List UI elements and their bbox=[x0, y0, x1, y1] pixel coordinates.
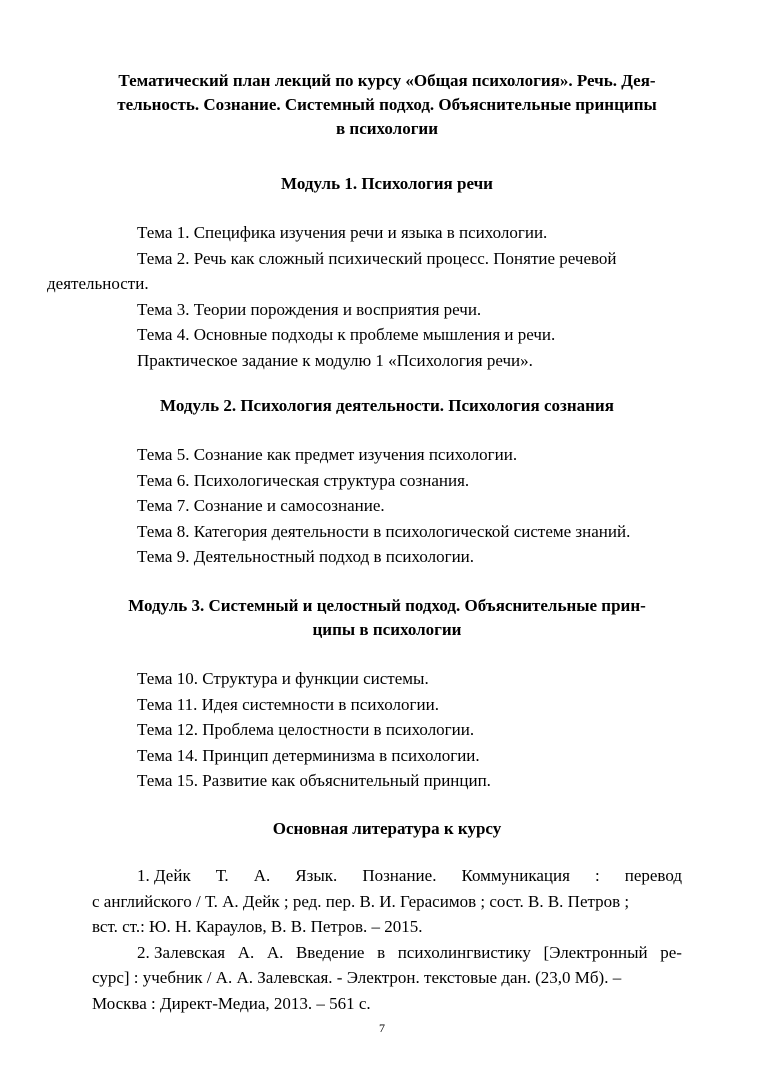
topic-item: Тема 7. Сознание и самосознание. bbox=[137, 496, 385, 515]
topic-item: Тема 2. Речь как сложный психический процесс. Понятие речевой деятельности. bbox=[47, 248, 617, 293]
topic-item: Тема 14. Принцип детерминизма в психологии. bbox=[137, 745, 480, 765]
literature-entry-first-line: 2. Залевская А. А. Введение в психолингвистику [Электронный ре- bbox=[137, 942, 682, 962]
topic-item: Тема 4. Основные подходы к проблеме мышления и речи. bbox=[137, 325, 556, 344]
literature-entry-first-line: 1. Дейк Т. А. Язык. Познание. Коммуникация : перевод bbox=[137, 866, 682, 885]
document-title bbox=[92, 69, 682, 141]
module-2-heading: Модуль 2. Психология деятельности. Психология сознания bbox=[160, 396, 614, 415]
topic-item: Тема 8. Категория деятельности в психологической системе знаний. bbox=[137, 521, 631, 541]
topic-item: Тема 3. Теории порождения и восприятия речи. bbox=[137, 299, 482, 319]
module-1-heading: Модуль 1. Психология речи bbox=[281, 174, 493, 193]
practical-task-item: Практическое задание к модулю 1 «Психология речи». bbox=[137, 350, 533, 370]
literature-heading: Основная литература к курсу bbox=[272, 819, 502, 838]
topic-item: Тема 9. Деятельностный подход в психологии. bbox=[137, 547, 475, 566]
literature-list bbox=[92, 863, 682, 1016]
topic-item: Тема 6. Психологическая структура сознания. bbox=[137, 470, 470, 490]
module-3-topics bbox=[92, 666, 682, 794]
module-1-topics bbox=[47, 220, 682, 373]
topic-item: Тема 1. Специфика изучения речи и языка в психологии. bbox=[137, 223, 548, 242]
module-2-topics bbox=[92, 442, 682, 570]
title-line: тельность. Сознание. Системный подход. Объяснительные принципы bbox=[117, 95, 657, 114]
page-number: 7 bbox=[379, 1021, 385, 1035]
module-3-heading: Модуль 3. Системный и целостный подход. Объяснительные прин- ципы в психологии bbox=[128, 596, 646, 639]
topic-item: Тема 15. Развитие как объяснительный принцип. bbox=[137, 771, 491, 790]
title-line: Тематический план лекций по курсу «Общая психология». Речь. Дея- bbox=[118, 71, 656, 90]
title-line: в психологии bbox=[335, 119, 439, 138]
topic-item: Тема 11. Идея системности в психологии. bbox=[137, 694, 439, 714]
literature-entry: 1. Дейк Т. А. Язык. Познание. Коммуникация : перевод с английского / Т. А. Дейк ; ред. пер. В. И. Герасимов ; сост. В. В. Петров ; вст. ст.: Ю. Н. Караулов, В. В. Петров. – 2015. bbox=[92, 863, 682, 940]
topic-item: Тема 10. Структура и функции системы. bbox=[137, 669, 429, 688]
topic-item: Тема 5. Сознание как предмет изучения психологии. bbox=[137, 445, 518, 464]
literature-entry: 2. Залевская А. А. Введение в психолингвистику [Электронный ре- сурс] : учебник / А. А. Залевская. - Электрон. текстовые дан. (23,0 Мб). – Москва : Директ-Медиа, 2013. – 561 с. bbox=[92, 940, 682, 1017]
topic-item: Тема 12. Проблема целостности в психологии. bbox=[137, 720, 475, 739]
